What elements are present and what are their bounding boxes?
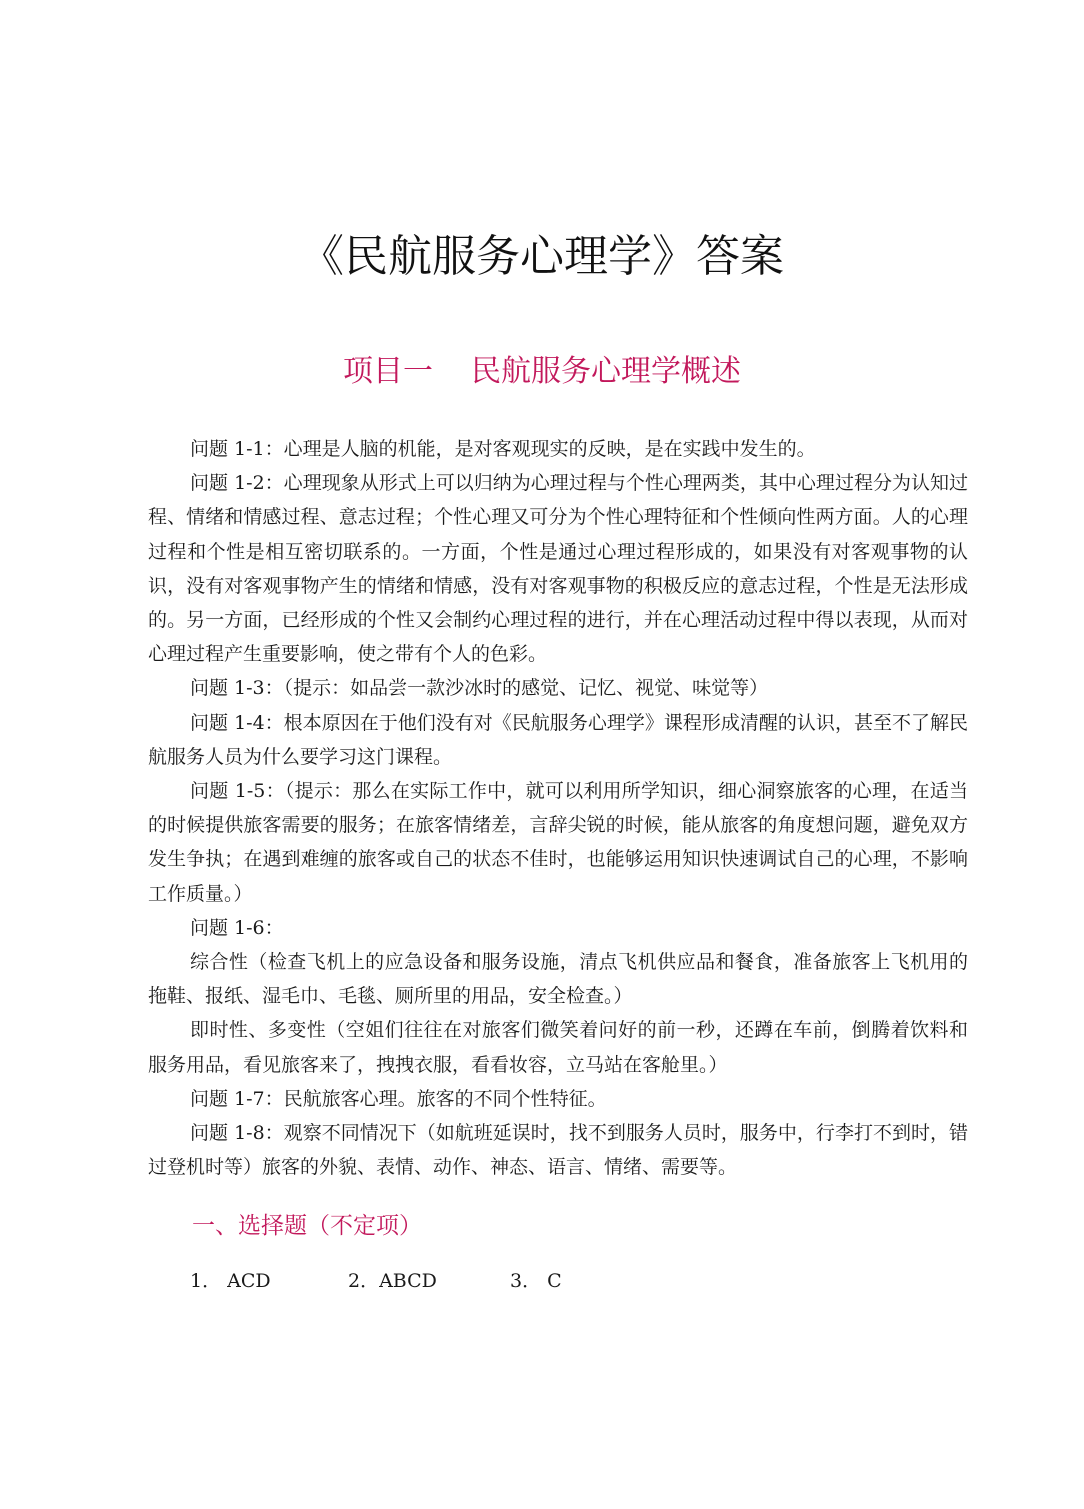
- answer-item: 1． ACD: [190, 1270, 271, 1292]
- project-heading: [0, 345, 1084, 399]
- answer-body: [148, 432, 968, 1184]
- project-name: 民航服务心理学概述: [471, 354, 741, 389]
- paragraph: 问题 1-5：（提示：那么在实际工作中，就可以利用所学知识，细心洞察旅客的心理，在适当的时候提供旅客需要的服务；在旅客情绪差，言辞尖锐的时候，能从旅客的角度想问题，避免双方发生争执；在遇到难缠的旅客或自己的状态不佳时，也能够运用知识快速调试自己的心理，不影响工作质量。）: [148, 780, 968, 905]
- document-title: 《民航服务心理学》答案: [300, 231, 784, 282]
- paragraph: 综合性（检查飞机上的应急设备和服务设施，清点飞机供应品和餐食，准备旅客上飞机用的拖鞋、报纸、湿毛巾、毛毯、厕所里的用品，安全检查。）: [148, 951, 968, 1008]
- paragraph: 问题 1-3：（提示：如品尝一款沙冰时的感觉、记忆、视觉、味觉等）: [190, 677, 769, 700]
- paragraph: 问题 1-8：观察不同情况下（如航班延误时，找不到服务人员时，服务中，行李打不到时，错过登机时等）旅客的外貌、表情、动作、神态、语言、情绪、需要等。: [148, 1122, 968, 1179]
- answer-list: [190, 1264, 562, 1298]
- answer-item: 2．ABCD: [348, 1270, 437, 1292]
- project-label: 项目一: [343, 354, 433, 389]
- answer-item: 3． C: [510, 1270, 562, 1292]
- choice-section-heading: 一、选择题（不定项）: [192, 1213, 422, 1239]
- paragraph: 问题 1-7：民航旅客心理。旅客的不同个性特征。: [190, 1087, 607, 1110]
- paragraph: 即时性、多变性（空姐们往往在对旅客们微笑着问好的前一秒，还蹲在车前，倒腾着饮料和服务用品，看见旅客来了，拽拽衣服，看看妆容，立马站在客舱里。）: [148, 1019, 968, 1076]
- paragraph: 问题 1-4：根本原因在于他们没有对《民航服务心理学》课程形成清醒的认识，甚至不了解民航服务人员为什么要学习这门课程。: [148, 711, 968, 768]
- paragraph: 问题 1-1：心理是人脑的机能，是对客观现实的反映，是在实践中发生的。: [190, 438, 816, 460]
- paragraph: 问题 1-6：: [190, 916, 284, 939]
- paragraph: 问题 1-2：心理现象从形式上可以归纳为心理过程与个性心理两类，其中心理过程分为认知过程、情绪和情感过程、意志过程；个性心理又可分为个性心理特征和个性倾向性两方面。人的心理过程和个性是相互密切联系的。一方面，个性是通过心理过程形成的，如果没有对客观事物的认识，没有对客观事物产生的情绪和情感，没有对客观事物的积极反应的意志过程，个性是无法形成的。另一方面，已经形成的个性又会制约心理过程的进行，并在心理活动过程中得以表现，从而对心理过程产生重要影响，使之带有个人的色彩。: [148, 472, 968, 666]
